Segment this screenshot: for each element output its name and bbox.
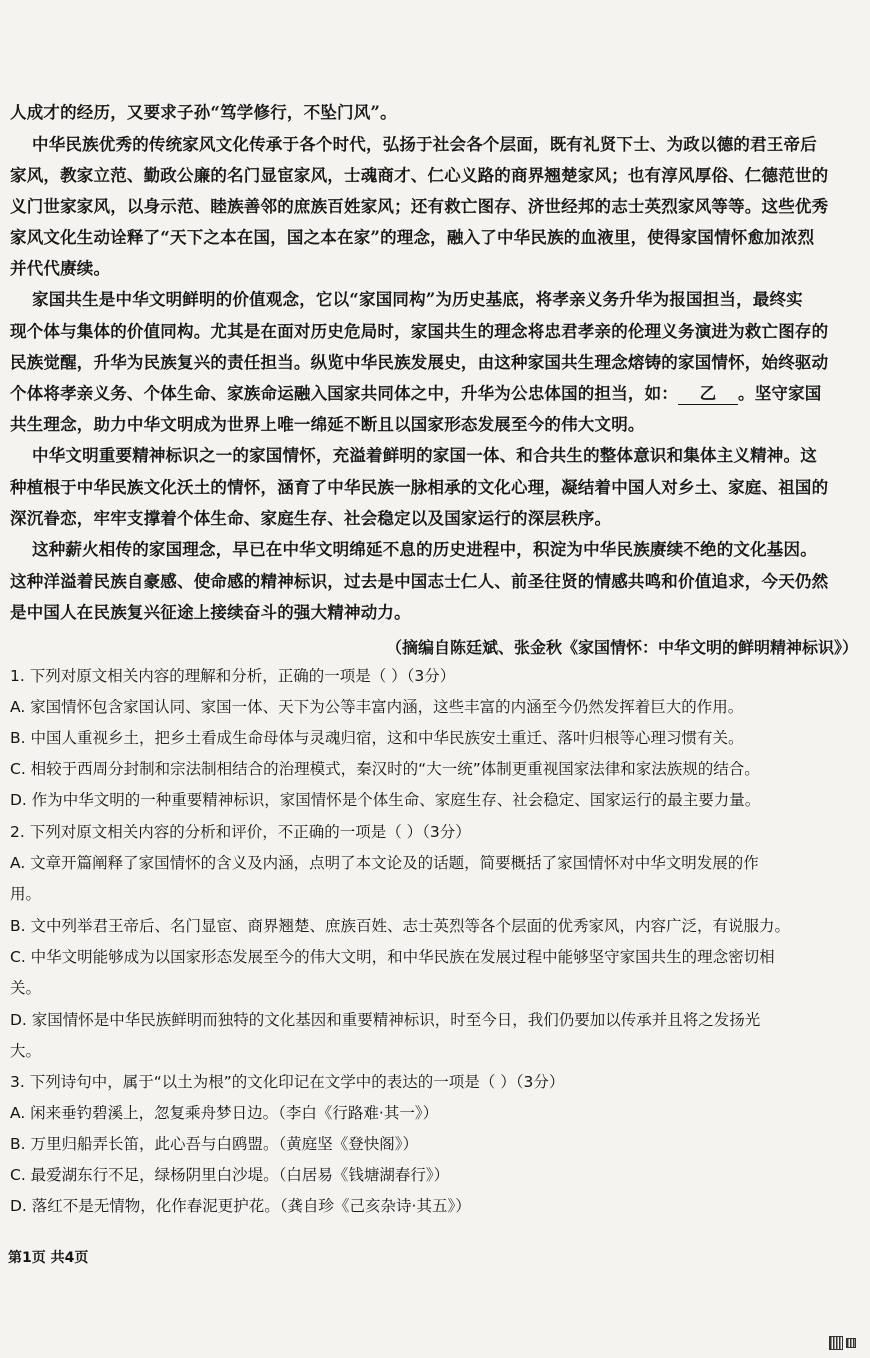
question-1-option-c: C. 相较于西周分封制和宗法制相结合的治理模式，秦汉时的“大一统”体制更重视国家法律和家法族规的结合。: [10, 760, 760, 778]
passage-line: 并代代赓续。: [10, 259, 111, 278]
passage-line: 是中国人在民族复兴征途上接续奋斗的强大精神动力。: [10, 603, 411, 622]
passage-line: 家国共生是中华文明鲜明的价值观念，它以“家国同构”为历史基底，将孝亲义务升华为报国担当，最终实: [32, 290, 803, 309]
watermark: [829, 1336, 856, 1350]
passage-text: 。坚守家国: [738, 384, 822, 403]
passage-line: 人成才的经历，又要求子孙“笃学修行，不坠门风”。: [10, 103, 397, 122]
question-1-option-d: D. 作为中华文明的一种重要精神标识，家国情怀是个体生命、家庭生存、社会稳定、国家运行的最主要力量。: [10, 791, 761, 809]
question-1-option-a: A. 家国情怀包含家国认同、家国一体、天下为公等丰富内涵，这些丰富的内涵至今仍然发挥着巨大的作用。: [10, 698, 744, 716]
passage-line: [10, 384, 865, 405]
question-2-option-a-cont: 用。: [10, 885, 42, 903]
passage-source: （摘编自陈廷斌、张金秋《家国情怀：中华文明的鲜明精神标识》）: [385, 638, 858, 657]
question-3-option-c: C. 最爱湖东行不足，绿杨阴里白沙堤。（白居易《钱塘湖春行》）: [10, 1166, 450, 1184]
blank-mark: 乙: [699, 384, 717, 403]
question-2-option-c-cont: 关。: [10, 979, 42, 997]
question-1-option-b: B. 中国人重视乡土，把乡土看成生命母体与灵魂归宿，这和中华民族安土重迁、落叶归根等心理习惯有关。: [10, 729, 744, 747]
qr-code-icon: [829, 1336, 843, 1350]
passage-line: 中华文明重要精神标识之一的家国情怀，充溢着鲜明的家国一体、和合共生的整体意识和集体主义精神。这: [32, 446, 817, 465]
question-2-stem: 2. 下列对原文相关内容的分析和评价，不正确的一项是（ ）（3分）: [10, 823, 471, 841]
passage-line: 共生理念，助力中华文明成为世界上唯一绵延不断且以国家形态发展至今的伟大文明。: [10, 415, 645, 434]
question-1-stem: 1. 下列对原文相关内容的理解和分析，正确的一项是（ ）（3分）: [10, 667, 456, 685]
passage-line: 民族觉醒，升华为民族复兴的责任担当。纵览中华民族发展史，由这种家国共生理念熔铸的家国情怀，始终驱动: [10, 353, 829, 372]
question-2-option-d: D. 家国情怀是中华民族鲜明而独特的文化基因和重要精神标识，时至今日，我们仍要加以传承并且将之发扬光: [10, 1011, 761, 1029]
passage-line: 家风，教家立范、勤政公廉的名门显宦家风，士魂商才、仁心义路的商界翘楚家风；也有淳风厚俗、仁德范世的: [10, 166, 829, 185]
passage-line: 家风文化生动诠释了“天下之本在国，国之本在家”的理念，融入了中华民族的血液里，使得家国情怀愈加浓烈: [10, 228, 815, 247]
passage-text: 个体将孝亲义务、个体生命、家族命运融入国家共同体之中，升华为公忠体国的担当，如：: [10, 384, 678, 403]
passage-line: 深沉眷恋，牢牢支撑着个体生命、家庭生存、社会稳定以及国家运行的深层秩序。: [10, 509, 612, 528]
question-3-option-a: A. 闲来垂钓碧溪上，忽复乘舟梦日边。（李白《行路难·其一》）: [10, 1104, 439, 1122]
question-3-option-b: B. 万里归船弄长笛，此心吾与白鸥盟。（黄庭坚《登快阁》）: [10, 1135, 418, 1153]
question-2-option-d-cont: 大。: [10, 1042, 42, 1060]
question-2-option-c: C. 中华文明能够成为以国家形态发展至今的伟大文明，和中华民族在发展过程中能够坚守家国共生的理念密切相: [10, 948, 775, 966]
passage-line: 这种洋溢着民族自豪感、使命感的精神标识，过去是中国志士仁人、前圣往贤的情感共鸣和价值追求，今天仍然: [10, 572, 829, 591]
passage-line: 现个体与集体的价值同构。尤其是在面对历史危局时，家国共生的理念将忠君孝亲的伦理义务演进为救亡图存的: [10, 322, 829, 341]
passage-line: 这种薪火相传的家国理念，早已在中华文明绵延不息的历史进程中，积淀为中华民族赓续不绝的文化基因。: [32, 540, 817, 559]
passage-line: 义门世家家风，以身示范、睦族善邻的庶族百姓家风；还有救亡图存、济世经邦的志士英烈家风等等。这些优秀: [10, 197, 829, 216]
question-2-option-a: A. 文章开篇阐释了家国情怀的含义及内涵，点明了本文论及的话题，简要概括了家国情怀对中华文明发展的作: [10, 854, 759, 872]
logo-icon: [846, 1338, 856, 1348]
question-2-option-b: B. 文中列举君王帝后、名门显宦、商界翘楚、庶族百姓、志士英烈等各个层面的优秀家风，内容广泛，有说服力。: [10, 917, 790, 935]
passage-line: 中华民族优秀的传统家风文化传承于各个时代，弘扬于社会各个层面，既有礼贤下士、为政以德的君王帝后: [32, 135, 817, 154]
page-footer: 第1页 共4页: [8, 1250, 89, 1266]
passage-line: 种植根于中华民族文化沃土的情怀，涵育了中华民族一脉相承的文化心理，凝结着中国人对乡土、家庭、祖国的: [10, 478, 829, 497]
question-3-option-d: D. 落红不是无情物，化作春泥更护花。（龚自珍《己亥杂诗·其五》）: [10, 1197, 471, 1215]
answer-blank: [678, 384, 738, 405]
question-3-stem: 3. 下列诗句中，属于“以土为根”的文化印记在文学中的表达的一项是（ ）（3分）: [10, 1073, 565, 1091]
